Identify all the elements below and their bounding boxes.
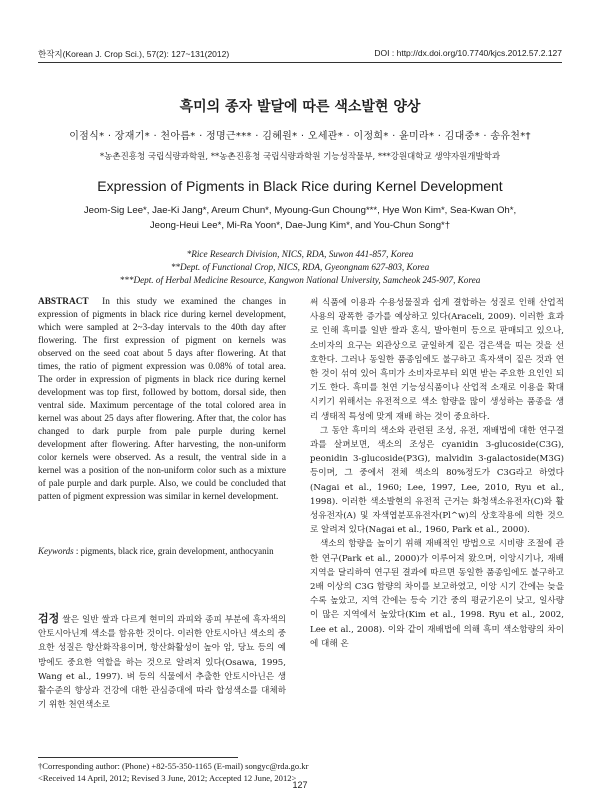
abstract-text: In this study we examined the changes in expression of pigments in black rice during kernel development, which were sampled at 2~3-day intervals to the 40th day after flowering. The first expression of pigment on kernels was observed on the seed coat about 5 days after flowering. At that times, the ratio of pigment expression was 0.08% of total area. The order in expression of pigments in black rice during kernel development was top first, followed by bottom, dorsal side, then ventral side. Maximum percentage of the total colored area in kernel was about 25 days after flowering. After that, the color has changed to dark purple from pale purple during kernel development after flowering. After harvesting, the non-uniform color kernels were observed. As a result, the ventral side in a kernel was a position of the non-uniform color such as a mixture of pale purple and dark purple. Also, we could be concluded that patten of pigment expression was similar in kernel development. (38, 297, 286, 502)
korean-paragraph-3: 색소의 함량을 높이기 위해 재배적인 방법으로 시비량 조절에 관한 연구(Park et al., 2000)가 이루어져 왔으며, 이앙시기나, 재배지역을 달리하여 연구된 결과에 따르면 동일한 품종임에도 불구하고 2배 이상의 C3G 함량의 차이를 보고하였고, 이앙 시기 간에는 늦을수록 높았고, 지역 간에는 등숙 기간 중의 평균기온이 낮고, 일사량이 많은 지역에서 높았다(Kim et al., 1998. Ryu et al., 2002, Lee et al., 2008). 이와 같이 재배법에 의해 흑미 색소함량의 차이에 대해 온 (310, 539, 564, 649)
korean-body-left (38, 612, 286, 712)
korean-authors: 이점식* · 장재기* · 천아름* · 정명근*** · 김혜원* · 오세관* · 이정희* · 윤미라* · 김대중* · 송유천*† (69, 131, 531, 142)
korean-affiliation: *농촌진흥청 국립식량과학원, **농촌진흥청 국립식량과학원 기능성작물부, ***강원대학교 생약자원개발학과 (99, 152, 501, 162)
footnote-rule (38, 757, 238, 758)
korean-body-right (310, 296, 564, 651)
keywords-text: : pigments, black rice, grain development, anthocyanin (75, 546, 274, 556)
english-authors-line-2: Jeong-Heui Lee*, Mi-Ra Yoon*, Dae-Jung Kim*, and You-Chun Song*† (149, 220, 451, 231)
header-rule (38, 62, 562, 63)
korean-paragraph-2: 그 동안 흑미의 색소와 관련된 조성, 유전, 재배법에 대한 연구결과를 살펴보면, 색소의 조성은 cyanidin 3-glucoside(C3G), peonidin 3-glucoside(P3G), malvidin 3-galactoside(M3G) 등이며, 그 중에서 전체 색소의 80%정도가 C3G라고 하였다(Nagai et al., 1960; Lee, 1997, Lee, 2010, Ryu et al., 1998). 이러한 색소발현의 유전적 근거는 화청색소유전자(C)와 활성유전자(A) 및 자색엽분포유전자(Pl^w)의 상호작용에 의한 것으로 알려져 있다(Nagai et al., 1960, Park et al., 2000). (310, 425, 564, 536)
korean-body-label: 검정 (38, 612, 60, 625)
english-authors-line-1: Jeom-Sig Lee*, Jae-Ki Jang*, Areum Chun*, Myoung-Gun Choung***, Hye Won Kim*, Sea-Kwan Oh*, (83, 205, 517, 216)
keywords-label: Keywords (38, 546, 74, 556)
english-title: Expression of Pigments in Black Rice during Kernel Development (97, 178, 503, 194)
keywords (38, 546, 286, 556)
received-dates: <Received 14 April, 2012; Revised 3 June, 2012; Accepted 12 June, 2012> (38, 773, 297, 783)
korean-paragraph-1: 써 식품에 이용과 수용성물질과 쉽게 결합하는 성질로 인해 산업적 사용의 광폭한 증가를 예상하고 있다(Araceli, 2009). 이러한 효과로 인해 흑미를 일반 쌀과 혼식, 발아현미 등으로 판매되고 있으나, 소비자의 요구는 외관상으로 균일하게 짙은 검은색을 띠는 것을 선호한다. 그러나 동일한 품종임에도 불구하고 흑자색이 짙은 것과 연한 것이 섞여 있어 흑미가 소비자로부터 외면 받는 주요한 요인인 되기도 한다. 흑미를 천연 기능성식품이나 산업적 소재로 이용을 확대시키기 위해서는 유전적으로 색소 함량을 많이 생성하는 품종을 생리 생태적 특성에 맞게 재배 하는 것이 중요하다. (310, 298, 564, 422)
abstract-label: ABSTRACT (38, 297, 89, 307)
affiliation-2: **Dept. of Functional Crop, NICS, RDA, Gyeongnam 627-803, Korea (170, 262, 430, 272)
korean-body-left-text: 쌀은 일반 쌀과 다르게 현미의 과피와 종피 부분에 흑자색의 안토시아닌계 색소를 함유한 것이다. 이러한 안토시아닌 색소의 중요한 성질은 항산화작용이며, 항산화활성이 높아 암, 당뇨 등의 예방에도 중요한 역할을 하는 것으로 알려져 있다(Osawa, 1995, Wang et al., 1997). 벼 등의 식물에서 추출한 안토시아닌은 생활수준의 향상과 건강에 대한 관심증대에 따라 합성색소를 대체하기 위한 천연색소로 (38, 615, 287, 711)
english-affiliations (40, 248, 560, 287)
journal-citation: 한작지(Korean J. Crop Sci.), 57(2): 127~131(2012) (38, 49, 230, 59)
affiliation-3: ***Dept. of Herbal Medicine Resource, Kangwon National University, Samcheok 245-907, Korea (119, 275, 481, 285)
doi-link[interactable]: DOI : http://dx.doi.org/10.7740/kjcs.2012.57.2.127 (374, 48, 562, 58)
page-number: 127 (292, 780, 308, 790)
corresponding-author: †Corresponding author: (Phone) +82-55-350-1165 (E-mail) songyc@rda.go.kr (38, 761, 309, 771)
english-authors (60, 203, 540, 233)
abstract (38, 296, 286, 504)
affiliation-1: *Rice Research Division, NICS, RDA, Suwon 441-857, Korea (186, 249, 414, 259)
korean-title: 흑미의 종자 발달에 따른 색소발현 양상 (179, 99, 421, 115)
running-header (38, 48, 562, 60)
